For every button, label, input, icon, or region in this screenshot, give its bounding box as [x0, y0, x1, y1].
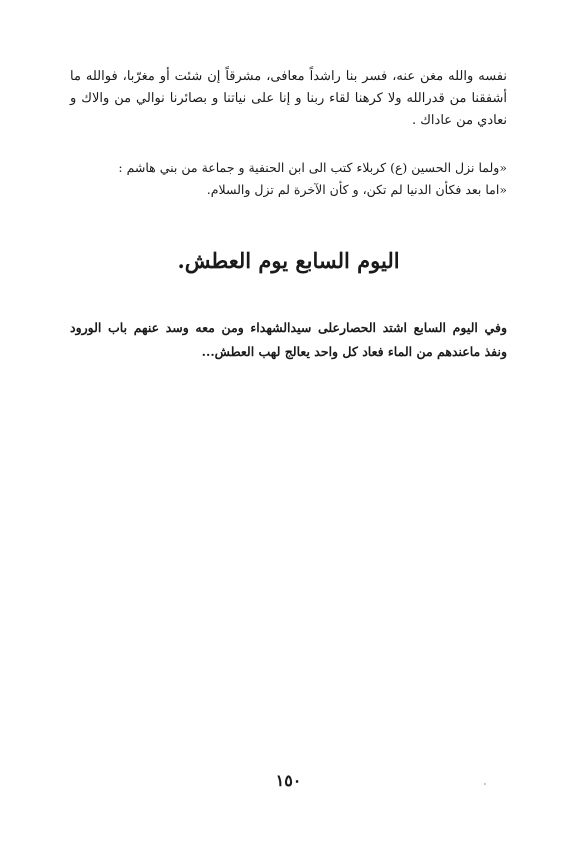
paragraph-letter-reply: نفسه والله مغن عنه، فسر بنا راشداً معافى، مشرقاً إن شئت أو مغرّبا، فوالله ما أشفقنا من قدرالله ولا كرهنا لقاء ربنا و إنا على نياتنا و بصائرنا نوالي من والاك و نعادي من عاداك . [70, 69, 507, 128]
paragraph-letter-quote [70, 157, 507, 201]
section-heading: اليوم السابع يوم العطش. [177, 248, 400, 273]
page-number: ١٥٠ [275, 771, 302, 790]
quote-line-intro: «ولما نزل الحسين (ع) كربلاء كتب الى ابن الحنفية و جماعة من بني هاشم : [118, 160, 507, 175]
quote-line-letter: «اما بعد فكأن الدنيا لم تكن، و كأن الآخرة لم تزل والسلام. [206, 182, 507, 197]
paragraph-seventh-day: وفي اليوم السابع اشتد الحصارعلى سيدالشهداء ومن معه وسد عنهم باب الورود ونفذ ماعندهم من الماء فعاد كل واحد يعالج لهب العطش... [70, 320, 507, 359]
